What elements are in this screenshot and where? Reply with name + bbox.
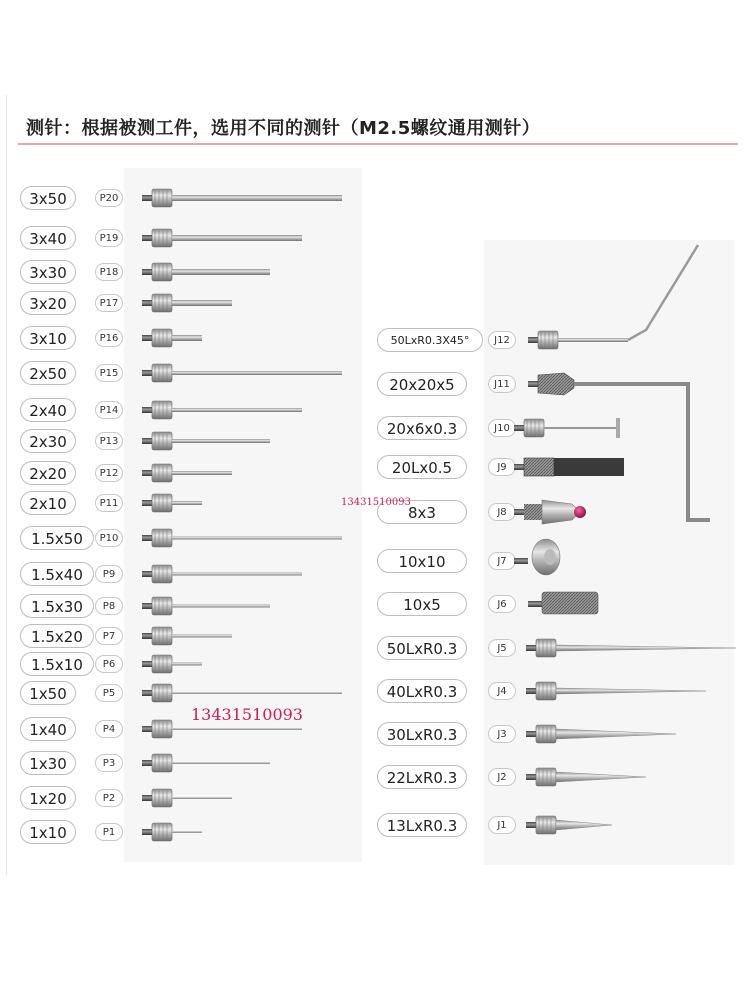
probe-code-badge: J7: [488, 552, 516, 570]
probe-code-badge: P5: [95, 684, 123, 702]
probe-rod: [172, 573, 302, 576]
probe-p9-thread: [142, 571, 152, 577]
probe-size-label: 1x50: [20, 681, 76, 705]
probe-rod: [172, 471, 232, 475]
probe-p5-thread: [142, 690, 152, 696]
probe-needle: [556, 688, 706, 694]
probe-rod: [172, 439, 270, 443]
probe-size-label: 13LxR0.3: [377, 813, 467, 837]
probe-size-label: 8x3: [377, 500, 467, 524]
probe-code-badge: J8: [488, 503, 516, 521]
probe-rod: [172, 537, 342, 540]
probe-code-badge: J12: [488, 331, 516, 349]
probe-needle: [556, 772, 646, 782]
probe-j6-body: [542, 592, 598, 614]
probe-p4-thread: [142, 726, 152, 732]
probe-code-badge: P8: [95, 597, 123, 615]
probe-rod: [172, 728, 302, 730]
probe-p10-thread: [142, 535, 152, 541]
probe-size-label: 2x50: [20, 361, 76, 385]
probe-p1-thread: [142, 829, 152, 835]
probe-code-badge: J1: [488, 816, 516, 834]
page-title: 测针：根据被测工件，选用不同的测针（M2.5螺纹通用测针）: [26, 118, 541, 139]
probe-p2-thread: [142, 795, 152, 801]
probe-j11-thread: [528, 381, 538, 387]
probe-rod: [172, 831, 202, 833]
probe-j2-thread: [526, 774, 536, 780]
probe-rod: [172, 269, 270, 275]
probe-size-label: 2x30: [20, 429, 76, 453]
probe-code-badge: P1: [95, 823, 123, 841]
probe-needle: [556, 645, 736, 651]
probe-code-badge: P2: [95, 789, 123, 807]
probe-size-label: 1x20: [20, 786, 76, 810]
probe-j8-thread: [514, 509, 524, 515]
probe-j8-knurl: [524, 504, 542, 520]
probe-rod: [172, 797, 232, 799]
probe-size-label: 20x20x5: [377, 372, 467, 396]
probe-j10-thread: [514, 425, 524, 431]
probe-code-badge: J5: [488, 639, 516, 657]
probe-rod: [172, 371, 342, 375]
probe-p19-thread: [142, 235, 152, 241]
crank-stylus: [574, 384, 710, 520]
probe-j3-thread: [526, 731, 536, 737]
probe-code-badge: P18: [95, 263, 123, 281]
probe-size-label: 1.5x20: [20, 624, 94, 648]
probe-size-label: 2x10: [20, 491, 76, 515]
probe-size-label: 3x10: [20, 326, 76, 350]
probe-code-badge: J9: [488, 458, 516, 476]
probe-code-badge: P19: [95, 229, 123, 247]
probe-size-label: 1.5x40: [20, 562, 94, 586]
probe-code-badge: P16: [95, 329, 123, 347]
probe-p20-thread: [142, 195, 152, 201]
probe-code-badge: P10: [95, 529, 123, 547]
probe-j11-body: [538, 373, 574, 395]
probe-size-label: 3x30: [20, 260, 76, 284]
probe-code-badge: P7: [95, 627, 123, 645]
probe-code-badge: P15: [95, 364, 123, 382]
probe-rod: [172, 501, 202, 505]
probe-p3-thread: [142, 760, 152, 766]
probe-code-badge: J4: [488, 682, 516, 700]
probe-j9-thread: [514, 464, 524, 470]
probe-code-badge: P13: [95, 432, 123, 450]
probe-p13-thread: [142, 438, 152, 444]
probe-code-badge: P20: [95, 189, 123, 207]
probe-rod: [558, 338, 628, 342]
bent-stylus: [628, 245, 698, 340]
probe-size-label: 50LxR0.3X45°: [377, 328, 483, 352]
probe-p8-thread: [142, 603, 152, 609]
probe-size-label: 1.5x30: [20, 594, 94, 618]
probe-code-badge: J11: [488, 375, 516, 393]
probe-disc: [616, 418, 620, 438]
probe-code-badge: J2: [488, 768, 516, 786]
probe-rod: [172, 663, 202, 666]
probe-code-badge: P6: [95, 655, 123, 673]
probe-size-label: 2x40: [20, 398, 76, 422]
probe-rod: [172, 635, 232, 638]
probe-rod: [172, 605, 270, 608]
probe-size-label: 1.5x50: [20, 526, 94, 550]
probe-p14-thread: [142, 407, 152, 413]
probe-j12-thread: [528, 337, 538, 343]
probe-rod: [172, 692, 342, 694]
probe-p11-thread: [142, 500, 152, 506]
watermark-phone-small: 13431510093: [341, 497, 411, 508]
probe-size-label: 20Lx0.5: [377, 455, 467, 479]
probe-code-badge: J6: [488, 595, 516, 613]
probe-rod: [172, 195, 342, 201]
probe-size-label: 2x20: [20, 461, 76, 485]
probe-p12-thread: [142, 470, 152, 476]
probe-size-label: 10x10: [377, 549, 467, 573]
probe-size-label: 50LxR0.3: [377, 636, 467, 660]
probe-rod: [544, 427, 618, 429]
probe-size-label: 1x40: [20, 717, 76, 741]
probe-p17-thread: [142, 300, 152, 306]
watermark-phone-large: 13431510093: [191, 705, 303, 724]
probe-size-label: 22LxR0.3: [377, 765, 467, 789]
probe-p7-thread: [142, 633, 152, 639]
probe-code-badge: P3: [95, 754, 123, 772]
probe-rod: [172, 335, 202, 341]
probe-size-label: 20x6x0.3: [377, 416, 467, 440]
probe-code-badge: J10: [488, 419, 516, 437]
probe-needle: [556, 820, 612, 830]
probe-size-label: 3x50: [20, 186, 76, 210]
probe-code-badge: P4: [95, 720, 123, 738]
probe-size-label: 3x40: [20, 226, 76, 250]
probe-rod: [172, 235, 302, 241]
probe-size-label: 3x20: [20, 291, 76, 315]
probe-j6-thread: [528, 601, 542, 607]
probe-size-label: 1x10: [20, 820, 76, 844]
probe-size-label: 40LxR0.3: [377, 679, 467, 703]
probe-size-label: 1.5x10: [20, 652, 94, 676]
probe-code-badge: P11: [95, 494, 123, 512]
probe-j1-thread: [526, 822, 536, 828]
probe-rod: [172, 408, 302, 412]
probe-code-badge: P9: [95, 565, 123, 583]
probe-code-badge: P14: [95, 401, 123, 419]
probe-j4-thread: [526, 688, 536, 694]
probe-code-badge: P12: [95, 464, 123, 482]
probe-p15-thread: [142, 370, 152, 376]
probe-needle: [556, 729, 676, 739]
probe-code-badge: P17: [95, 294, 123, 312]
probe-p18-thread: [142, 269, 152, 275]
probe-j9-body: [524, 458, 554, 476]
probe-p16-thread: [142, 335, 152, 341]
probe-j5-thread: [526, 645, 536, 651]
probe-code-badge: J3: [488, 725, 516, 743]
probe-rod: [172, 762, 270, 764]
probe-j7-thread: [514, 558, 528, 564]
probe-ruby-tip: [574, 506, 586, 518]
probe-blade: [554, 458, 624, 476]
probe-rod: [172, 300, 232, 306]
probe-j7-hub: [544, 549, 556, 565]
probe-p6-thread: [142, 661, 152, 667]
probe-size-label: 30LxR0.3: [377, 722, 467, 746]
probe-size-label: 10x5: [377, 592, 467, 616]
probe-size-label: 1x30: [20, 751, 76, 775]
